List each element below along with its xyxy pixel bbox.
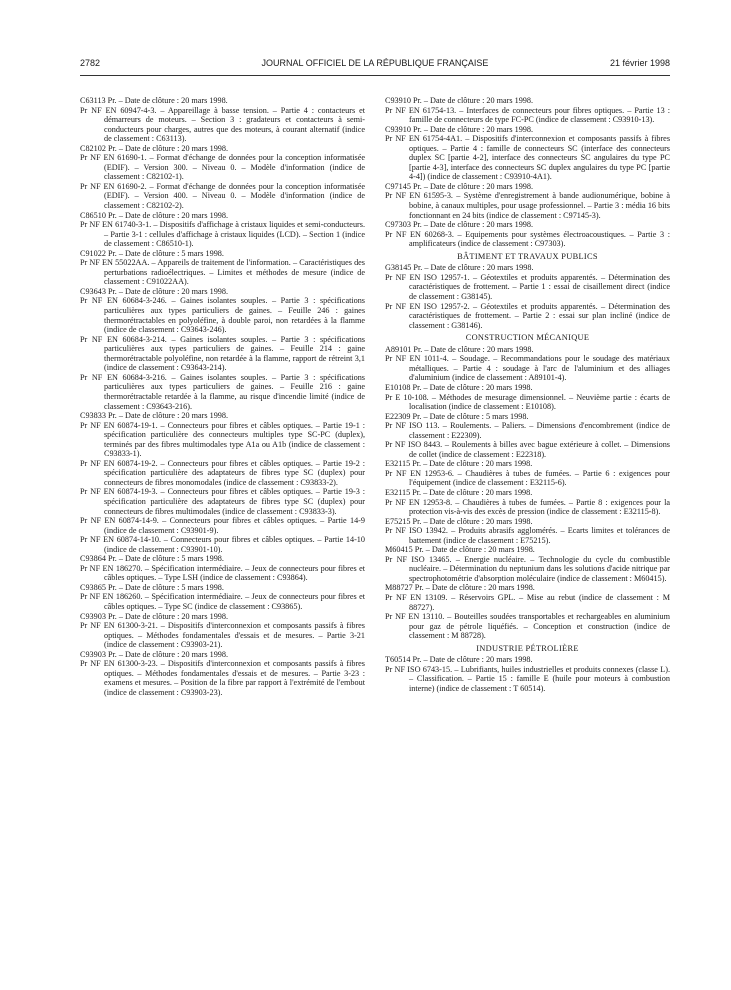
notice-entry xyxy=(385,459,670,488)
notice-code-line: M60415 Pr. – Date de clôture : 20 mars 1998. xyxy=(385,545,535,555)
standard-description: Pr NF EN 13109. – Réservoirs GPL. – Mise au rebut (indice de classement : M 88727). xyxy=(385,592,670,612)
notice-code-line: G38145 Pr. – Date de clôture : 20 mars 1998. xyxy=(385,263,534,273)
notice-entry xyxy=(80,650,365,698)
standard-description: Pr NF EN 186260. – Spécification intermédiaire. – Jeux de connecteurs pour fibres et câbles optiques. – Type SC (indice de classement : C93865). xyxy=(80,592,365,611)
notice-entry xyxy=(80,287,365,411)
notice-entry xyxy=(385,488,670,517)
section-heading: INDUSTRIE PÉTROLIÈRE xyxy=(476,643,579,653)
standard-description: Pr NF EN 60874-14-10. – Connecteurs pour fibres et câbles optiques. – Partie 14-10 (indice de classement : C93901-10). xyxy=(80,535,365,554)
notice-code-line: C63113 Pr. – Date de clôture : 20 mars 1998. xyxy=(80,96,228,105)
standard-description: Pr NF ISO 13942. – Produits abrasifs agglomérés. – Ecarts limites et tolérances de battement (indice de classement : E75215). xyxy=(385,526,670,545)
standard-description: Pr NF EN 61300-3-21. – Dispositifs d'interconnexion et composants passifs à fibres optiques. – Méthodes fondamentales d'essais et de mesures. – Partie 3-21 (indice de classement : C93903-21). xyxy=(80,621,365,650)
notice-code-line: E75215 Pr. – Date de clôture : 20 mars 1998. xyxy=(385,516,533,526)
notice-code-line: E22309 Pr. – Date de clôture : 5 mars 1998. xyxy=(385,411,529,421)
notice-entry xyxy=(385,545,670,583)
standard-description: Pr NF EN 1011-4. – Soudage. – Recommandations pour le soudage des matériaux métalliques. – Partie 4 : soudage à l'arc de l'aluminium et des alliages d'aluminium (indice de classement : A89101-4). xyxy=(385,354,670,383)
standard-description: Pr NF EN 60268-3. – Equipements pour systèmes électroacoustiques. – Partie 3 : amplificateurs (indice de classement : C97303). xyxy=(385,229,670,249)
notice-entry xyxy=(385,345,670,383)
notice-code-line: C93910 Pr. – Date de clôture : 20 mars 1998. xyxy=(385,124,534,134)
standard-description: Pr NF EN 60874-19-3. – Connecteurs pour fibres et câbles optiques. – Partie 19-3 : spécification particulière des adaptateurs de fibres type SC (duplex) pour connecteurs de fibres multimodales (indice de classement : C93833-3). xyxy=(80,487,365,516)
standard-description: Pr NF EN ISO 12957-2. – Géotextiles et produits apparentés. – Détermination des caractéristiques de frottement. – Partie 2 : essai sur plan incliné (indice de classement : G38146). xyxy=(385,301,670,330)
standard-description: Pr NF EN 60947-4-3. – Appareillage à basse tension. – Partie 4 : contacteurs et démarreurs de moteurs. – Section 3 : gradateurs et contacteurs à semi-conducteurs pour charges, autres que des moteurs, à courant alternatif (indice de classement : C63113). xyxy=(80,105,365,144)
notice-entry xyxy=(80,554,365,583)
standard-description: Pr NF EN ISO 12957-1. – Géotextiles et produits apparentés. – Détermination des caractéristiques de frottement. – Partie 1 : essai de cisaillement direct (indice de classement : G38145). xyxy=(385,272,670,301)
notice-entry xyxy=(385,583,670,640)
notice-entry xyxy=(80,144,365,211)
standard-description: Pr NF EN 60874-19-1. – Connecteurs pour fibres et câbles optiques. – Partie 19-1 : spécification particulière des connecteurs multiples type SC-PC (duplex), terminés par des fibres multimodales type A1a ou A1b (indice de classement : C93833-1). xyxy=(80,420,365,459)
standard-description: Pr NF EN 55022AA. – Appareils de traitement de l'information. – Caractéristiques des perturbations radioélectriques. – Limites et méthodes de mesure (indice de classement : C91022AA). xyxy=(80,258,365,287)
notice-entry xyxy=(385,263,670,330)
notice-code-line: C93833 Pr. – Date de clôture : 20 mars 1998. xyxy=(80,411,229,421)
notice-code-line: C93903 Pr. – Date de clôture : 20 mars 1998. xyxy=(80,649,229,659)
notice-code-line: E10108 Pr. – Date de clôture : 20 mars 1998. xyxy=(385,382,533,392)
notice-code-line: C93865 Pr. – Date de clôture : 5 mars 1998. xyxy=(80,582,224,592)
page-number: 2782 xyxy=(80,58,101,68)
notice-code-line: C93864 Pr. – Date de clôture : 5 mars 1998. xyxy=(80,554,224,564)
section-heading: CONSTRUCTION MÉCANIQUE xyxy=(465,333,590,343)
right-column xyxy=(385,96,670,694)
notice-entry xyxy=(80,249,365,287)
standard-description: Pr NF EN 60874-19-2. – Connecteurs pour fibres et câbles optiques. – Partie 19-2 : spécification particulière des adaptateurs de fibres type SC (duplex) pour connecteurs de fibres monomodales (indice de classement : C93833-2). xyxy=(80,458,365,487)
notice-entry xyxy=(385,655,670,693)
notice-code-line: A89101 Pr. – Date de clôture : 20 mars 1998. xyxy=(385,344,534,354)
notice-entry xyxy=(385,182,670,220)
standard-description: Pr NF EN 12953-8. – Chaudières à tubes de fumées. – Partie 8 : exigences pour la protection vis-à-vis des excès de pression (indice de classement : E32115-8). xyxy=(385,497,670,517)
journal-title: JOURNAL OFFICIEL DE LA RÉPUBLIQUE FRANÇAISE xyxy=(261,58,489,68)
standard-description: Pr NF ISO 13465. – Energie nucléaire. – Technologie du cycle du combustible nucléaire. – Détermination du neptunium dans les solutions d'acide nitrique par spectrophotométrie d'absorption moléculaire (indice de classement : M60415). xyxy=(385,554,670,583)
notice-entry xyxy=(385,125,670,182)
notice-entry xyxy=(385,383,670,412)
notice-code-line: C93910 Pr. – Date de clôture : 20 mars 1998. xyxy=(385,96,534,105)
standard-description: Pr NF ISO 113. – Roulements. – Paliers. – Dimensions d'encombrement (indice de classement : E22309). xyxy=(385,421,670,440)
notice-code-line: C93643 Pr. – Date de clôture : 20 mars 1998. xyxy=(80,286,229,296)
notice-code-line: E32115 Pr. – Date de clôture : 20 mars 1998. xyxy=(385,459,533,469)
standard-description: Pr NF EN 12953-6. – Chaudières à tubes de fumées. – Partie 6 : exigences pour l'équipement (indice de classement : E32115-6). xyxy=(385,468,670,488)
standard-description: Pr NF ISO 8443. – Roulements à billes avec bague extérieure à collet. – Dimensions de collet (indice de classement : E22318). xyxy=(385,440,670,459)
notice-entry xyxy=(80,96,365,144)
notice-code-line: C93903 Pr. – Date de clôture : 20 mars 1998. xyxy=(80,611,229,621)
standard-description: Pr NF ISO 6743-15. – Lubrifiants, huiles industrielles et produits connexes (classe L). – Classification. – Partie 15 : famille E (huile pour moteurs à combustion interne) (indice de classement : T 60514). xyxy=(385,664,670,693)
notice-entry xyxy=(80,411,365,554)
header-rule xyxy=(80,75,670,76)
notice-entry xyxy=(385,412,670,460)
notice-entry xyxy=(385,96,670,125)
notice-code-line: C91022 Pr. – Date de clôture : 5 mars 1998. xyxy=(80,248,224,258)
notice-code-line: C86510 Pr. – Date de clôture : 20 mars 1998. xyxy=(80,210,229,220)
standard-description: Pr NF EN 61690-2. – Format d'échange de données pour la conception informatisée (EDIF). – Version 400. – Niveau 0. – Modèle d'information (indice de classement : C82102-2). xyxy=(80,181,365,211)
standard-description: Pr NF EN 61300-3-23. – Dispositifs d'interconnexion et composants passifs à fibres optiques. – Méthodes fondamentales d'essais et de mesures. – Partie 3-23 : examens et mesures. – Position de la fibre par rapport à l'extrémité de l'embout (indice de classement : C93903-23). xyxy=(80,659,365,697)
standard-description: Pr NF EN 61740-3-1. – Dispositifs d'affichage à cristaux liquides et semi-conducteurs. – Partie 3-1 : cellules d'affichage à cristaux liquides (LCD). – Section 1 (indice de classement : C86510-1). xyxy=(80,220,365,249)
standard-description: Pr NF EN 61595-3. – Système d'enregistrement à bande audionumérique, bobine à bobine, à canaux multiples, pour usage professionnel. – Partie 3 : média 16 bits fonctionnant en 24 bits (indice de classement : C97145-3). xyxy=(385,191,670,220)
issue-date: 21 février 1998 xyxy=(609,58,670,68)
standard-description: Pr NF EN 60684-3-216. – Gaines isolantes souples. – Partie 3 : spécifications particulières aux types particuliers de gaines. – Feuille 216 : gaine thermorétractable retardée à la flamme, au risque d'incendie limité (indice de classement : C93643-216). xyxy=(80,372,365,411)
section-heading: BÂTIMENT ET TRAVAUX PUBLICS xyxy=(457,251,598,261)
standard-description: Pr E 10-108. – Méthodes de mesurage dimensionnel. – Neuvième partie : écarts de localisation (indice de classement : E10108). xyxy=(385,392,670,412)
standard-description: Pr NF EN 60684-3-246. – Gaines isolantes souples. – Partie 3 : spécifications particulières aux types particuliers de gaines. – Feuille 246 : gaines thermorétractables en polyoléfine, à double paroi, non retardées à la flamme (indice de classement : C93643-246). xyxy=(80,296,365,335)
page-header xyxy=(80,58,670,72)
notice-code-line: T60514 Pr. – Date de clôture : 20 mars 1998. xyxy=(385,655,533,665)
notice-code-line: C82102 Pr. – Date de clôture : 20 mars 1998. xyxy=(80,143,229,153)
standard-description: Pr NF EN 61690-1. – Format d'échange de données pour la conception informatisée (EDIF). – Version 300. – Niveau 0. – Modèle d'information (indice de classement : C82102-1). xyxy=(80,153,365,182)
left-column xyxy=(80,96,365,697)
standard-description: Pr NF EN 13110. – Bouteilles soudées transportables et rechargeables en aluminium pour gaz de pétrole liquéfiés. – Conception et construction (indice de classement : M 88728). xyxy=(385,612,670,641)
standard-description: Pr NF EN 61754-4A1. – Dispositifs d'interconnexion et composants passifs à fibres optiques. – Partie 4 : famille de connecteurs SC (interface des connecteurs duplex SC [partie 4-2], interface des connecteurs SC angulaires du type PC [partie 4-3], interface des connecteurs SC duplex angulaires du type PC [partie 4-4]) (indice de classement : C93910-4A1). xyxy=(385,134,670,182)
notice-code-line: M88727 Pr. – Date de clôture : 20 mars 1998. xyxy=(385,583,535,593)
standard-description: Pr NF EN 60874-14-9. – Connecteurs pour fibres et câbles optiques. – Partie 14-9 (indice de classement : C93901-9). xyxy=(80,516,365,535)
notice-code-line: C97145 Pr. – Date de clôture : 20 mars 1998. xyxy=(385,181,534,191)
standard-description: Pr NF EN 61754-13. – Interfaces de connecteurs pour fibres optiques. – Partie 13 : famille de connecteurs de type FC-PC (indice de classement : C93910-13). xyxy=(385,105,670,125)
notice-entry xyxy=(80,612,365,650)
notice-code-line: E32115 Pr. – Date de clôture : 20 mars 1998. xyxy=(385,487,533,497)
notice-entry xyxy=(80,583,365,612)
standard-description: Pr NF EN 60684-3-214. – Gaines isolantes souples. – Partie 3 : spécifications particulières aux types particuliers de gaines. – Feuille 214 : gaine thermorétractable polyoléfine, non retardée à la flamme, rapport de rétreint 3,1 (indice de classement : C93643-214). xyxy=(80,334,365,373)
notice-entry xyxy=(80,211,365,249)
notice-entry xyxy=(385,220,670,249)
notice-entry xyxy=(385,517,670,546)
standard-description: Pr NF EN 186270. – Spécification intermédiaire. – Jeux de connecteurs pour fibres et câbles optiques. – Type LSH (indice de classement : C93864). xyxy=(80,563,365,583)
notice-code-line: C97303 Pr. – Date de clôture : 20 mars 1998. xyxy=(385,220,534,230)
